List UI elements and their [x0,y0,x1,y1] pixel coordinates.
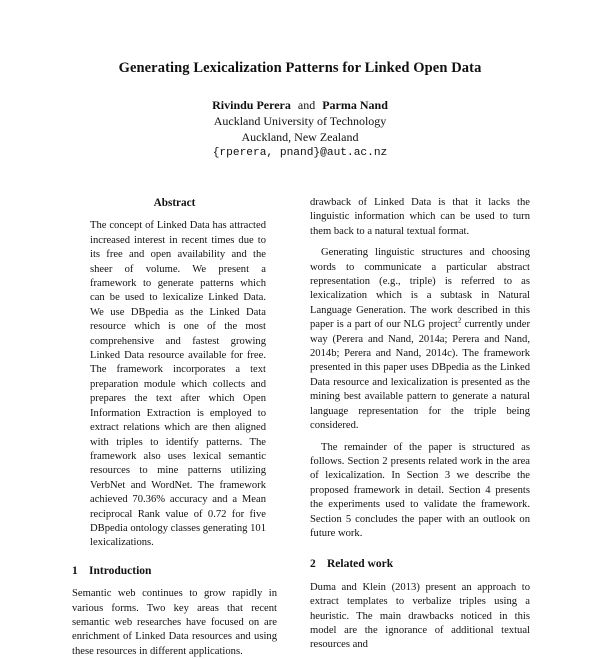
location: Auckland, New Zealand [241,130,359,144]
section-number: 2 [310,558,316,571]
section-heading-related-work [310,557,530,571]
author-names [0,97,600,113]
author-1: Rivindu Perera [212,98,291,112]
footnote-marker: 2 [457,316,462,325]
paragraph-2-part-a: Generating linguistic structures and choosing words to communicate a particular abstract representation (e.g., triple) is referred to as lexicalization which is a subtask in Natural Language Generation. The work described in this paper is a part of our NLG project [310,247,530,331]
related-work-text: Duma and Klein (2013) present an approach to extract templates to verbalize triples using a heuristic. The main drawbacks noticed in this model are the ignorance of additional textual resources and [310,581,530,651]
body-paragraph-2 [310,246,530,433]
left-column [72,196,277,659]
paragraph-2-part-b: currently under way (Perera and Nand, 2014a; Perera and Nand, 2014b; Perera and Nand, 2014c). The framework presented in this paper uses DBpedia as the Linked Data resource and lexicalization is presented as the mining best available pattern to generate a natural language representation for the triple being considered. [310,319,531,432]
author-email: {rperera, pnand}@aut.ac.nz [212,147,388,159]
author-block [0,97,600,161]
section-number: 1 [72,564,78,577]
abstract-body [72,219,277,550]
right-column [310,196,530,653]
author-2: Parma Nand [322,98,388,112]
abstract-text: The concept of Linked Data has attracted increased interest in recent times due to its free and open availability and the sheer of volume. We present a framework to generate patterns which can be used to lexicalize Linked Data. We use DBpedia as the Linked Data resource which is one of the most comprehensive and fastest growing Linked Data resource available for free. The framework incorporates a text preparation module which collects and prepares the text after which Open Information Extraction is employed to extract relations which are then aligned with triples to identify patterns. The framework also uses lexical semantic resources to mine patterns utilizing VerbNet and WordNet. The framework achieved 70.36% accuracy and a Mean reciprocal Rank value of 0.72 for five DBpedia ontology classes generating 101 lexicalizations. [90,220,266,549]
body-paragraph-1: drawback of Linked Data is that it lacks the linguistic information which can be used to turn them back to a natural textual format. [310,197,530,237]
introduction-text: Semantic web continues to grow rapidly in various forms. Two key areas that recent semantic web researches have focused on are enrichment of Linked Data resources and using these resources in different applications. [72,588,277,657]
body-paragraph-3: The remainder of the paper is structured as follows. Section 2 presents related work in the area of lexicalization. In Section 3 we describe the proposed framework in detail. Section 4 presents the experiments used to validate the framework. Section 5 concludes the paper with an outlook on future work. [310,441,530,539]
section-title: Introduction [89,564,152,577]
section-heading-introduction [72,564,277,578]
affiliation: Auckland University of Technology [213,114,387,128]
abstract-heading: Abstract [153,197,196,209]
author-conjunction: and [297,98,316,112]
section-title: Related work [327,558,394,571]
paper-title: Generating Lexicalization Patterns for Linked Open Data [118,60,482,76]
